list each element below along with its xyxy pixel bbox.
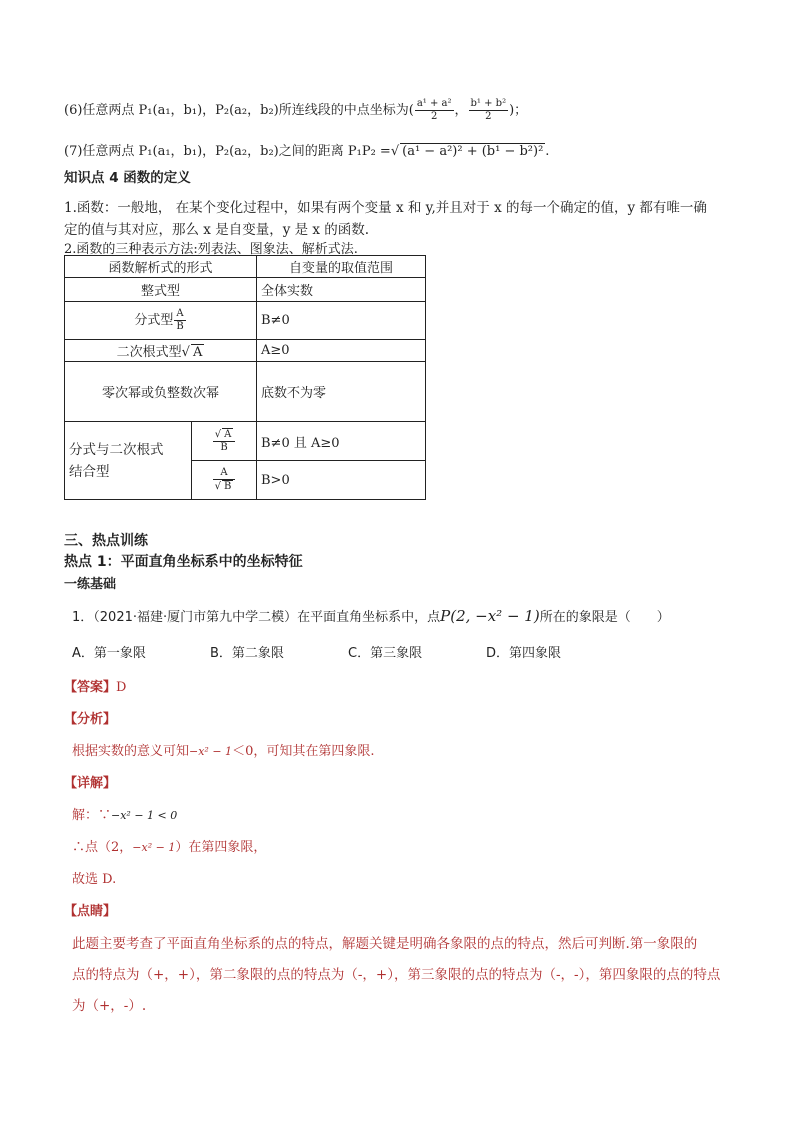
detail-label: 【详解】 [64, 776, 117, 791]
table-row-range: B≠0 [257, 302, 426, 340]
analysis-label: 【分析】 [64, 712, 117, 727]
point-expression: P(2, −x² − 1) [440, 607, 540, 625]
table-header-form: 函数解析式的形式 [65, 256, 257, 278]
table-row-form: 分式与二次根式 结合型 [65, 422, 192, 500]
answer-value: D [116, 680, 127, 695]
detail-line-2: ∴点（2，−x² − 1）在第四象限， [72, 840, 267, 855]
fraction-a-over-sqrt-b: $\frac{A}{√ B}$ [213, 467, 236, 493]
option-d[interactable]: D．第四象限 [486, 646, 562, 661]
detail-line-1: 解：∵−x² − 1 < 0 [72, 808, 178, 823]
comment-line-1: 此题主要考查了平面直角坐标系的点的特点，解题关键是明确各象限的点的特点，然后可判断.第一象限的 [72, 936, 698, 952]
kp4-para1-line1: 1.函数：一般地， 在某个变化过程中，如果有两个变量 x 和 y,并且对于 x 的每一个确定的值，y 都有唯一确 [64, 200, 707, 216]
option-a[interactable]: A．第一象限 [72, 646, 146, 661]
table-row-range: B>0 [257, 461, 426, 500]
table-row-form: 零次幂或负整数次幂 [65, 362, 257, 422]
table-row-range: A≥0 [257, 340, 426, 362]
fraction-sqrt-a-over-b: $\frac{√ A}{B}$ [213, 428, 236, 454]
formula-6: (6)任意两点 P₁(a₁，b₁)，P₂(a₂，b₂)所连线段的中点坐标为( $\frac{\text{a¹ + a²}}{2}$ ， $\frac{\text{b¹ + b²}}{2}$ )； [64, 98, 528, 122]
hotspot-title: 热点 1：平面直角坐标系中的坐标特征 [64, 554, 303, 570]
table-subrow-form [192, 422, 257, 461]
table-row-form: 二次根式型√ A [65, 340, 257, 362]
table-subrow-form [192, 461, 257, 500]
subsection-title: 一练基础 [64, 577, 117, 592]
section-title: 三、热点训练 [64, 533, 148, 549]
comment-line-3: 为（+，-）. [72, 998, 147, 1014]
analysis-text: 根据实数的意义可知−x² − 1＜0，可知其在第四象限. [72, 744, 375, 759]
fraction-a-over-b: $\frac{A}{B}$ [176, 308, 184, 332]
option-c[interactable]: C．第三象限 [348, 646, 423, 661]
formula-6-text: (6)任意两点 P₁(a₁，b₁)，P₂(a₂，b₂)所连线段的中点坐标为( [64, 103, 414, 118]
table-row-range: B≠0 且 A≥0 [257, 422, 426, 461]
answer-line [64, 676, 126, 695]
kp4-para1-line2: 定的值与其对应，那么 x 是自变量，y 是 x 的函数. [64, 222, 370, 238]
midpoint-x-fraction: $\frac{\text{a¹ + a²}}{2}$ [416, 98, 452, 122]
formula-7-text: (7)任意两点 P₁(a₁，b₁)，P₂(a₂，b₂)之间的距离 P₁P₂ = [64, 144, 391, 159]
kp4-title: 知识点 4 函数的定义 [64, 170, 191, 186]
midpoint-y-fraction: $\frac{\text{b¹ + b²}}{2}$ [470, 98, 507, 122]
comment-label: 【点睛】 [64, 904, 117, 919]
question-stem: 1．（2021·福建·厦门市第九中学二模）在平面直角坐标系中，点P(2, −x² − 1)所在的象限是（ ） [72, 607, 670, 625]
table-row-range: 全体实数 [257, 278, 426, 302]
formula-7: (7)任意两点 P₁(a₁，b₁)，P₂(a₂，b₂)之间的距离 P₁P₂ =√ (a¹ − a²)² + (b¹ − b²)² . [64, 144, 550, 159]
distance-radicand: (a¹ − a²)² + (b¹ − b²)² [402, 144, 544, 159]
kp4-para2: 2.函数的三种表示方法:列表法、图象法、解析式法. [64, 242, 358, 257]
table-row-form: 整式型 [65, 278, 257, 302]
function-domain-table [64, 255, 426, 500]
comment-line-2: 点的特点为（+，+），第二象限的点的特点为（-，+），第三象限的点的特点为（-，-），第四象限的点的特点 [72, 967, 721, 983]
detail-line-3: 故选 D. [72, 872, 117, 887]
table-row-form: 分式型 $\frac{A}{B}$ [65, 302, 257, 340]
option-b[interactable]: B．第二象限 [210, 646, 284, 661]
answer-label: 【答案】 [64, 680, 117, 695]
table-header-range: 自变量的取值范围 [257, 256, 426, 278]
table-row-range: 底数不为零 [257, 362, 426, 422]
